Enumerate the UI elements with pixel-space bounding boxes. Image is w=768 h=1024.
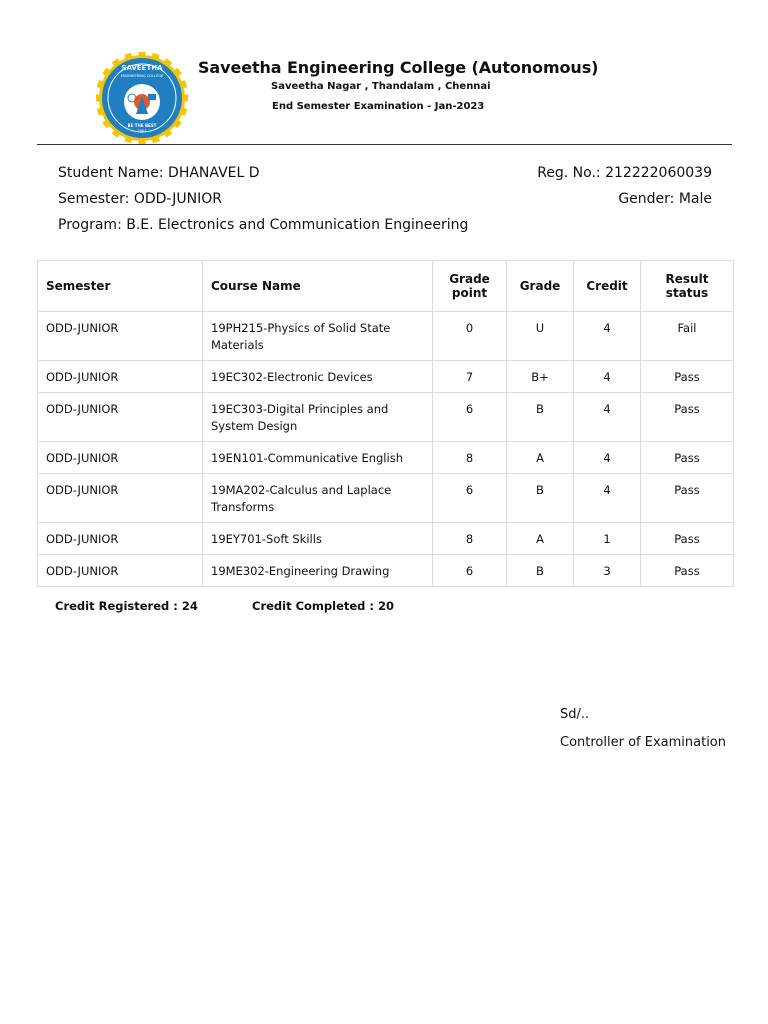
header-result-status: [641, 261, 734, 312]
header-semester: Semester: [38, 261, 203, 312]
semester-value: ODD-JUNIOR: [133, 191, 222, 207]
reg-number-value: 212222060039: [605, 165, 712, 181]
exam-title: End Semester Examination - Jan-2023: [272, 101, 485, 112]
student-name-label: Student Name:: [58, 165, 164, 181]
cell-credit: 1: [574, 523, 641, 555]
student-name: [58, 165, 260, 181]
header-result-line2: status: [665, 286, 709, 300]
cell-grade: B: [507, 555, 574, 587]
table-row: [38, 393, 734, 442]
cell-result: Pass: [641, 393, 734, 442]
table-row: [38, 523, 734, 555]
semester-label: Semester:: [58, 191, 130, 207]
cell-result: Pass: [641, 523, 734, 555]
header-grade-point-line2: point: [451, 286, 488, 300]
cell-semester: ODD-JUNIOR: [38, 523, 203, 555]
cell-course: 19MA202-Calculus and Laplace Transforms: [203, 474, 433, 523]
table-row: [38, 361, 734, 393]
credit-registered: Credit Registered : 24: [55, 599, 198, 613]
header-divider: [37, 144, 732, 145]
cell-grade: U: [507, 312, 574, 361]
cell-credit: 3: [574, 555, 641, 587]
cell-credit: 4: [574, 393, 641, 442]
college-logo: [96, 52, 188, 144]
svg-text:BE THE BEST: BE THE BEST: [127, 123, 157, 128]
header-credit: Credit: [574, 261, 641, 312]
cell-semester: ODD-JUNIOR: [38, 312, 203, 361]
cell-course: 19EN101-Communicative English: [203, 442, 433, 474]
cell-grade: B: [507, 393, 574, 442]
gender-info: [618, 191, 712, 207]
cell-grade: B: [507, 474, 574, 523]
cell-grade-point: 7: [433, 361, 507, 393]
reg-number-label: Reg. No.:: [537, 165, 601, 181]
header-course-name: Course Name: [203, 261, 433, 312]
cell-course: 19EY701-Soft Skills: [203, 523, 433, 555]
cell-course: 19EC302-Electronic Devices: [203, 361, 433, 393]
cell-result: Pass: [641, 442, 734, 474]
cell-semester: ODD-JUNIOR: [38, 393, 203, 442]
header-grade-point-line1: Grade: [449, 272, 490, 286]
svg-text:ENGINEERING COLLEGE: ENGINEERING COLLEGE: [120, 74, 164, 78]
table-row: [38, 555, 734, 587]
signature: Sd/..: [560, 707, 590, 722]
cell-grade-point: 6: [433, 393, 507, 442]
cell-grade-point: 8: [433, 523, 507, 555]
cell-semester: ODD-JUNIOR: [38, 474, 203, 523]
cell-grade-point: 8: [433, 442, 507, 474]
table-row: [38, 474, 734, 523]
cell-course: 19EC303-Digital Principles and System Design: [203, 393, 433, 442]
cell-result: Pass: [641, 474, 734, 523]
cell-grade: B+: [507, 361, 574, 393]
student-name-value: DHANAVEL D: [168, 165, 260, 181]
college-name: Saveetha Engineering College (Autonomous): [198, 58, 599, 77]
program-info: [58, 217, 468, 233]
cell-result: Pass: [641, 555, 734, 587]
header-result-line1: Result: [665, 272, 709, 286]
cell-semester: ODD-JUNIOR: [38, 442, 203, 474]
semester-info: [58, 191, 222, 207]
college-address: Saveetha Nagar , Thandalam , Chennai: [271, 81, 491, 92]
cell-semester: ODD-JUNIOR: [38, 555, 203, 587]
cell-credit: 4: [574, 474, 641, 523]
svg-text:SAVEETHA: SAVEETHA: [121, 64, 163, 72]
signatory-title: Controller of Examination: [560, 735, 726, 750]
cell-grade: A: [507, 442, 574, 474]
program-value: B.E. Electronics and Communication Engineering: [126, 217, 469, 233]
gender-label: Gender:: [618, 191, 675, 207]
cell-credit: 4: [574, 361, 641, 393]
cell-credit: 4: [574, 312, 641, 361]
cell-course: 19ME302-Engineering Drawing: [203, 555, 433, 587]
program-label: Program:: [58, 217, 122, 233]
gender-value: Male: [678, 191, 712, 207]
svg-text:2001: 2001: [137, 129, 147, 133]
cell-grade-point: 0: [433, 312, 507, 361]
cell-credit: 4: [574, 442, 641, 474]
table-row: [38, 442, 734, 474]
header-grade: Grade: [507, 261, 574, 312]
reg-number: [537, 165, 712, 181]
cell-course: 19PH215-Physics of Solid State Materials: [203, 312, 433, 361]
cell-grade-point: 6: [433, 474, 507, 523]
table-header-row: [38, 261, 734, 312]
cell-result: Fail: [641, 312, 734, 361]
results-table: [37, 260, 734, 587]
table-row: [38, 312, 734, 361]
cell-result: Pass: [641, 361, 734, 393]
cell-grade-point: 6: [433, 555, 507, 587]
credit-completed: Credit Completed : 20: [252, 599, 395, 613]
cell-grade: A: [507, 523, 574, 555]
cell-semester: ODD-JUNIOR: [38, 361, 203, 393]
header-grade-point: [433, 261, 507, 312]
